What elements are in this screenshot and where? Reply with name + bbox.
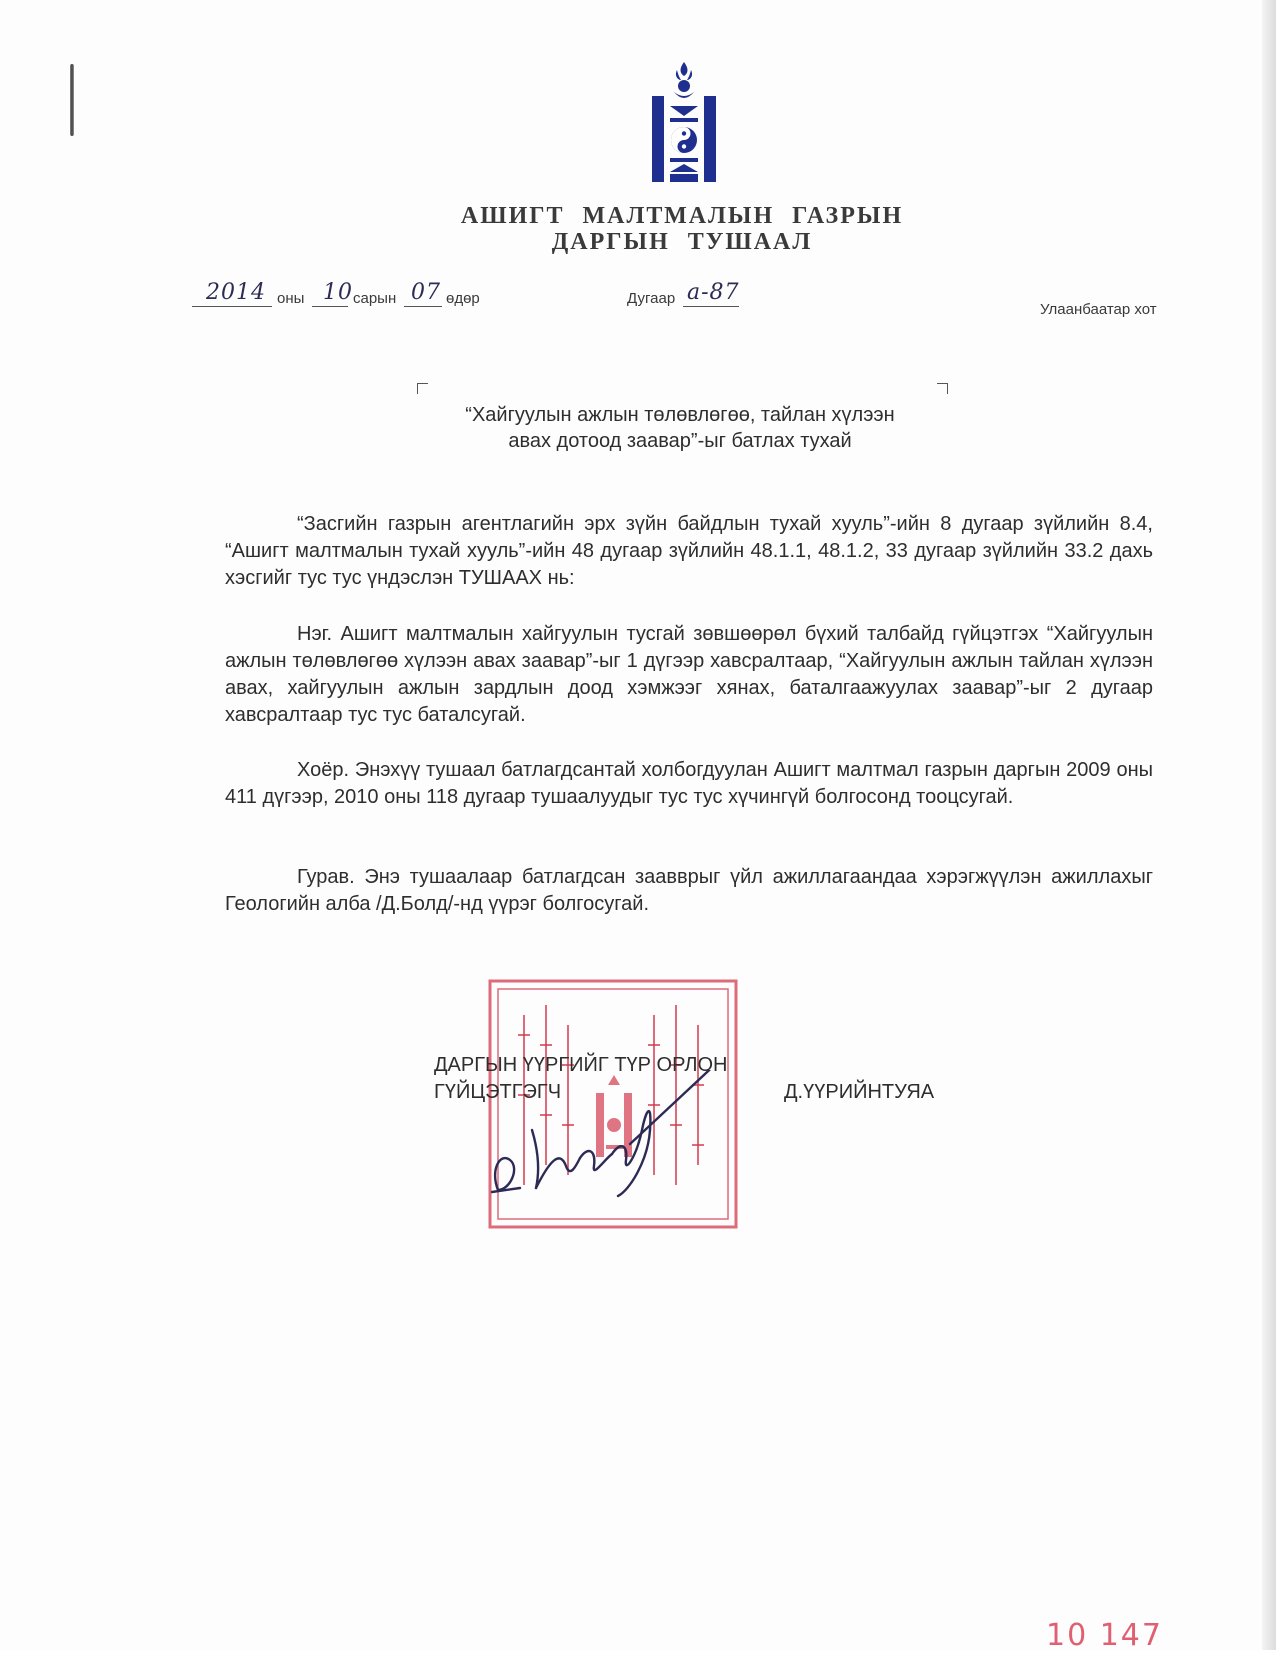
paragraph-two-text: Хоёр. Энэхүү тушаал батлагдсантай холбогдуулан Ашигт малтмал газрын даргын 2009 оны 411 дүгээр, 2010 оны 118 дугаар тушаалуудыг тус тус хүчингүй болгосонд тооцсугай. <box>225 759 1153 808</box>
year-suffix: оны <box>277 290 305 307</box>
signatory-title-line2: ГҮЙЦЭТГЭГЧ <box>434 1081 562 1103</box>
staple-mark <box>70 64 74 136</box>
handwritten-signature <box>480 1070 720 1210</box>
number-label: Дугаар <box>627 290 676 307</box>
paragraph-three-text: Гурав. Энэ тушаалаар батлагдсан заавврыг үйл ажиллагаандаа хэрэгжүүлэн ажиллахыг Геологийн алба /Д.Болд/-нд үүрэг болгосугай. <box>225 866 1153 915</box>
day-underline <box>404 306 442 307</box>
handwritten-year: 2014 <box>206 280 266 305</box>
month-underline <box>312 306 348 307</box>
city-label: Улаанбаатар хот <box>1040 301 1157 318</box>
paragraph-preamble-text: “Засгийн газрын агентлагийн эрх зүйн байдлын тухай хууль”-ийн 8 дугаар зүйлийн 8.4, “Ашигт малтмалын тухай хууль”-ийн 48 дугаар зүйлийн 48.1.1, 48.1.2, 33 дугаар зүйлийн 33.2 дахь хэсгийг тус тус үндэслэн ТУШААХ нь: <box>225 513 1153 589</box>
paragraph-one-text: Нэг. Ашигт малтмалын хайгуулын тусгай зөвшөөрөл бүхий талбайд гүйцэтгэх “Хайгуулын ажлын төлөвлөгөө хүлээн авах заавар”-ыг 1 дүгээр хавсралтаар, “Хайгуулын ажлын тайлан хүлээн авах, хайгуулын ажлын зардлын доод хэмжээг хянах, баталгаажуулах заавар”-ыг 2 дугаар хавсралтаар тус тус баталсугай. <box>225 623 1153 726</box>
day-suffix: өдөр <box>446 290 480 307</box>
subject-line2: авах дотоод заавар”-ыг батлах тухай <box>508 430 852 452</box>
handwritten-month: 10 <box>323 280 353 305</box>
corner-page-number: 10 147 <box>1046 1618 1163 1653</box>
subject-bracket-right <box>937 383 948 394</box>
signatory-title-line1: ДАРГЫН ҮҮРГИЙГ ТҮР ОРЛОН <box>434 1054 728 1076</box>
soyombo-emblem-icon <box>648 60 720 184</box>
org-title-line2: ДАРГЫН ТУШААЛ <box>551 229 813 255</box>
paragraph-two <box>225 757 1153 811</box>
subject-line1: “Хайгуулын ажлын төлөвлөгөө, тайлан хүлээн <box>465 404 895 426</box>
paragraph-three <box>225 864 1153 918</box>
paragraph-preamble <box>225 511 1153 592</box>
year-underline <box>192 306 272 307</box>
subject-bracket-left <box>417 383 428 394</box>
month-suffix: сарын <box>353 290 397 307</box>
org-title-line1: АШИГТ МАЛТМАЛЫН ГАЗРЫН <box>460 203 904 229</box>
handwritten-number: а-87 <box>687 280 740 305</box>
signatory-name: Д.ҮҮРИЙНТУЯА <box>784 1081 935 1103</box>
paragraph-one <box>225 621 1153 729</box>
number-underline <box>683 306 739 307</box>
handwritten-day: 07 <box>411 280 441 305</box>
